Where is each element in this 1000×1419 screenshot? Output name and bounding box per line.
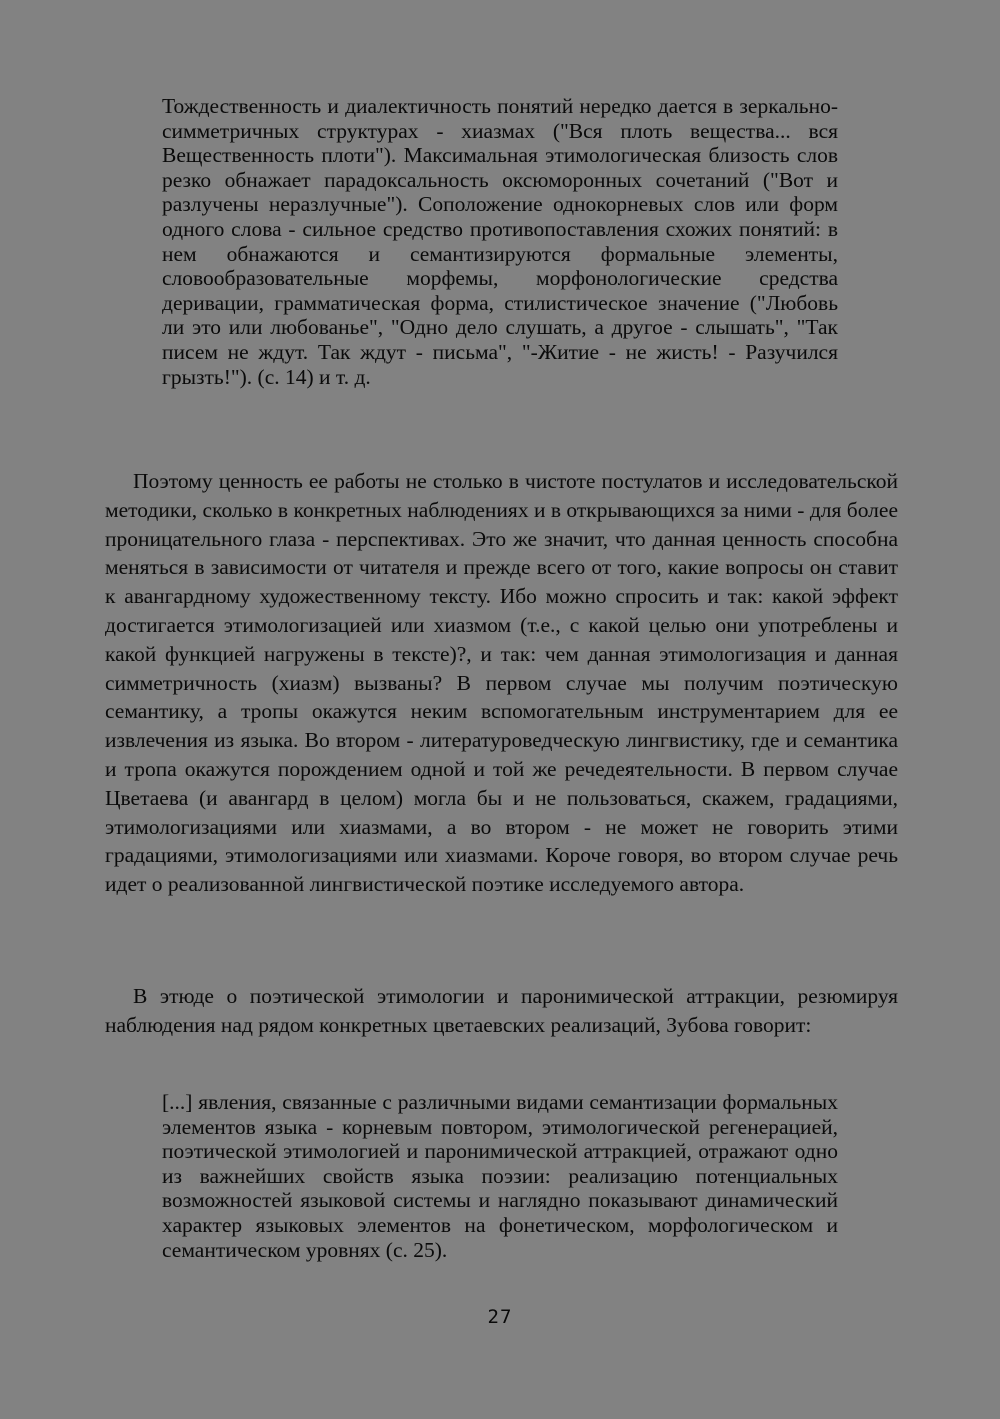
body-paragraph-1-container	[105, 467, 898, 899]
body-paragraph-2: В этюде о поэтической этимологии и паронимической аттракции, резюмируя наблюдения над рядом конкретных цветаевских реализаций, Зубова говорит:	[105, 984, 898, 1037]
body-paragraph-1: Поэтому ценность ее работы не столько в чистоте постулатов и исследовательской методики, сколько в конкретных наблюдениях и в открывающихся за ними - для более проницательного глаза - перспективах. Это же значит, что данная ценность способна меняться в зависимости от читателя и прежде всего от того, какие вопросы он ставит к авангардному художественному тексту. Ибо можно спросить и так: какой эффект достигается этимологизацией или хиазмом (т.е., с какой целью они употреблены и какой функцией нагружены в тексте)?, и так: чем данная этимологизация и данная симметричность (хиазм) вызваны? В первом случае мы получим поэтическую семантику, а тропы окажутся неким вспомогательным инструментарием для ее извлечения из языка. Во втором - литературоведческую лингвистику, где и семантика и тропа окажутся порождением одной и той же речедеятельности. В первом случае Цветаева (и авангард в целом) могла бы и не пользоваться, скажем, градациями, этимологизациями или хиазмами, а во втором - не может не говорить этими градациями, этимологизациями или хиазмами. Короче говоря, во втором случае речь идет о реализованной лингвистической поэтике исследуемого автора.	[105, 469, 898, 897]
block-quote-top: Тождественность и диалектичность понятий нередко дается в зеркально-симметричных структурах - хиазмах ("Вся плоть вещества... вся Вещественность плоти"). Максимальная этимологическая близость слов резко обнажает парадоксальность оксюморонных сочетаний ("Вот и разлучены неразлучные"). Соположение однокорневых слов или форм одного слова - сильное средство противопоставления схожих понятий: в нем обнажаются и семантизируются формальные элементы, словообразовательные морфемы, морфонологические средства деривации, грамматическая форма, стилистическое значение ("Любовь ли это или любованье", "Одно дело слушать, а другое - слышать", "Так писем не ждут. Так ждут - письма", "-Житие - не жисть! - Разучился грызть!"). (с. 14) и т. д.	[162, 94, 838, 389]
page-number: 27	[487, 1306, 513, 1328]
block-quote-bottom: [...] явления, связанные с различными видами семантизации формальных элементов языка - корневым повтором, этимологической регенерацией, поэтической этимологией и паронимической аттракцией, отражают одно из важнейших свойств языка поэзии: реализацию потенциальных возможностей языковой системы и наглядно показывают динамический характер языковых элементов на фонетическом, морфологическом и семантическом уровнях (с. 25).	[162, 1090, 838, 1262]
body-paragraph-2-container	[105, 982, 898, 1040]
